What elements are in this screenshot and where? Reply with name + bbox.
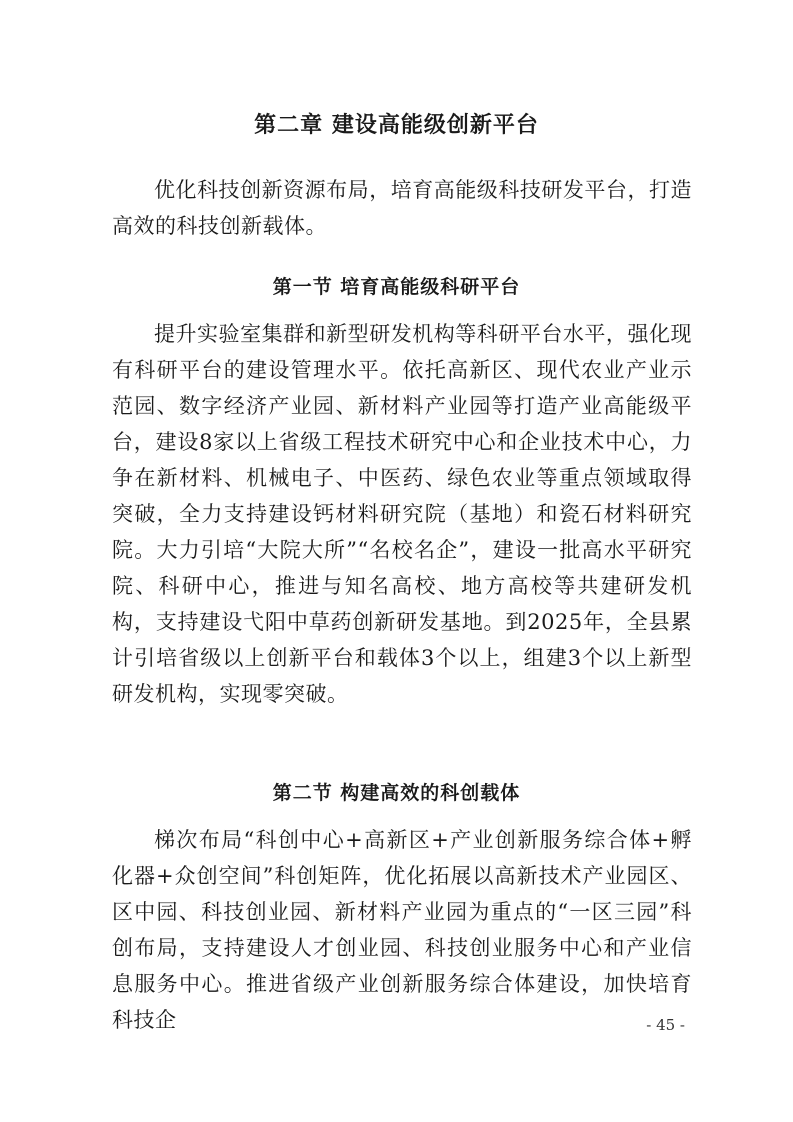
- section-1-title: 第一节 培育高能级科研平台: [272, 276, 521, 298]
- page-number: - 45 -: [646, 1016, 685, 1034]
- section-2-paragraph: 梯次布局“科创中心+高新区+产业创新服务综合体+孵化器+众创空间”科创矩阵，优化拓展以高新技术产业园区、区中园、科技创业园、新材料产业园为重点的“一区三园”科创布局，支持建设人才创业园、科技创业服务中心和产业信息服务中心。推进省级产业创新服务综合体建设，加快培育科技企: [112, 828, 692, 1032]
- section-2-title: 第二节 构建高效的科创载体: [272, 782, 521, 804]
- intro-paragraph: 优化科技创新资源布局，培育高能级科技研发平台，打造高效的科技创新载体。: [112, 178, 692, 238]
- chapter-title: 第二章 建设高能级创新平台: [254, 113, 539, 138]
- section-1-paragraph: 提升实验室集群和新型研发机构等科研平台水平，强化现有科研平台的建设管理水平。依托高新区、现代农业产业示范园、数字经济产业园、新材料产业园等打造产业高能级平台，建设8家以上省级工程技术研究中心和企业技术中心，力争在新材料、机械电子、中医药、绿色农业等重点领域取得突破，全力支持建设钙材料研究院（基地）和瓷石材料研究院。大力引培“大院大所”“名校名企”，建设一批高水平研究院、科研中心，推进与知名高校、地方高校等共建研发机构，支持建设弋阳中草药创新研发基地。到2025年，全县累计引培省级以上创新平台和载体3个以上，组建3个以上新型研发机构，实现零突破。: [112, 322, 692, 706]
